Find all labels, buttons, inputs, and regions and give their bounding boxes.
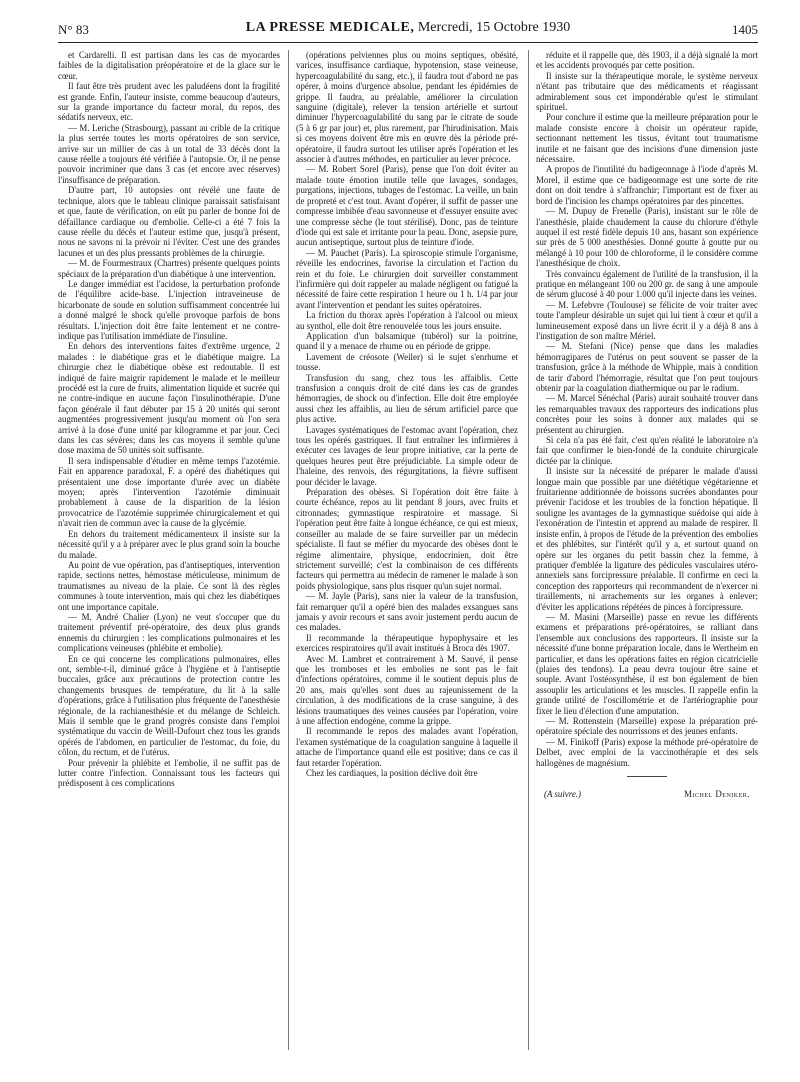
paragraph: A propos de l'inutilité du badigeonnage à l'iode d'après M. Morel, il estime que ce badigeonnage est une sorte de rite dont on doit tendre à s'affranchir; l'important est de fixer au bord de l'incision les champs opératoires par des pincettes.: [536, 164, 758, 206]
paragraph: En dehors du traitement médicamenteux il insiste sur la nécessité qu'il y a à préparer avec le plus grand soin la bouche du malade.: [58, 528, 280, 560]
paragraph: — M. Finikoff (Paris) expose la méthode pré-opératoire de Delbet, avec emploi de la vaccinothérapie et des sels hallogènes de magnésium.: [536, 736, 758, 768]
paragraph: — M. Marcel Sénéchal (Paris) aurait souhaité trouver dans les remarquables travaux des rapporteurs des indications plus concrètes pour les soins à donner aux malades qui se présentent au chirurgien.: [536, 393, 758, 435]
article-footer: [536, 789, 758, 799]
paragraph: Avec M. Lambret et contrairement à M. Sauvé, il pense que les tromboses et les embolies ne sont pas le fait d'infections opératoires, comme il le soutient depuis plus de 20 ans, mais qu'elles sont dues au rajeunissement de la circulation, à des modifications de la crase sanguine, à des lésions traumatiques des veines causées par l'opération, voire à une affection endogène, comme la grippe.: [296, 653, 518, 726]
journal-masthead: [58, 20, 758, 36]
issue-number: N° 83: [58, 22, 89, 37]
paragraph: En ce qui concerne les complications pulmonaires, elles ont, semble-t-il, diminué grâce à l'hygiène et à l'antiseptie buccales, grâce aux précautions de protection contre les changements brusques de température, du lit à la salle d'opérations, grâce à l'utilisation plus fréquente de l'anesthésie régionale, de la rachianesthésie et du mélange de Schleich. Mais il semble que le grand progrès consiste dans l'emploi systématique du vaccin de Weill-Dufourt chez tous les grands opérés de l'abdomen, en particulier de l'estomac, du foie, du côlon, du rectum, et de l'utérus.: [58, 653, 280, 758]
paragraph: Il sera indispensable d'étudier en même temps l'azotémie. Fait en apparence paradoxal, F. a opéré des diabétiques qui présentaient une dose importante d'urée avec un diabète moyen; après l'intervention l'azotémie diminuait probablement à cause de la disparition de la lésion provocatrice de l'azotémie supprimée chirurgicalement et qui n'avait rien de commun avec la cause de la glycémie.: [58, 455, 280, 529]
paragraph: Pour conclure il estime que la meilleure préparation pour le malade consiste encore à choisir un opérateur rapide, sectionnant nettement les tissus, évitant tout traumatisme inutile et ne faisant que des incisions d'une dimension juste nécessaire.: [536, 112, 758, 165]
paragraph: En dehors des interventions faites d'extrême urgence, 2 malades : le diabétique gras et le diabétique maigre. La chirurgie chez le diabétique obèse est redoutable. Il est indiqué de faire maigrir rapidement le malade et le meilleur procédé est la cure de fruits, alimentation liquide et sucrée qui ne contre-indique en aucune façon l'insulinothérapie. D'une façon générale il faut débuter par 15 à 20 unités qui seront augmentées progressivement jusqu'au moment où l'on sera arrivé à la dose d'une unité par kilogramme et par jour. Ceci dans les cas sévères; dans les cas moyens il semble qu'une dose maxima de 50 unités soit suffisante.: [58, 341, 280, 456]
paragraph: Chez les cardiaques, la position déclive doit être: [306, 768, 478, 779]
paragraph: réduite et il rappelle que, dès 1903, il a déjà signalé la mort et les accidents provoqués par cette position.: [536, 50, 758, 71]
paragraph: — M. Rottenstein (Marseille) expose la préparation pré-opératoire spéciale des nourrissons et des jeunes enfants.: [536, 716, 758, 737]
paragraph: Il faut être très prudent avec les paludéens dont la fragilité est grande. Enfin, l'auteur insiste, comme beaucoup d'auteurs, sur la grande importance du facteur moral, du repos, des sédatifs nerveux, etc.: [58, 81, 280, 123]
paragraph: Transfusion du sang, chez tous les affaiblis. Cette transfusion a conquis droit de cité dans les cas de grandes hémorragies, de shock ou d'infection. Elle doit être employée aussi chez les affaiblis, au lieu de sérum artificiel parce que plus active.: [296, 372, 518, 425]
paragraph: Préparation des obèses. Si l'opération doit être faite à courte échéance, repos au lit pendant 8 jours, avec fruits et citronnades; gymnastique respiratoire et massage. Si l'opération peut être faite à longue échéance, ce qui est mieux, conseiller au malade de se faire surveiller par un médecin spécialiste. Il faut se méfier du myocarde des obèses dont le régime alimentaire, physique, endocrinien, doit être strictement surveillé; c'est la combinaison de ces différents facteurs qui permettra au médecin de ramener le malade à son poids physiologique, sans plus risquer qu'un sujet normal.: [296, 487, 518, 591]
paragraph: — M. André Chalier (Lyon) ne veut s'occuper que du traitement préventif pré-opératoire, des deux plus grands ennemis du chirurgien : les complications pulmonaires et les complications veineuses (phlébite et embolie).: [58, 611, 280, 654]
journal-title: LA PRESSE MEDICALE,: [245, 20, 415, 35]
paragraph: Lavages systématiques de l'estomac avant l'opération, chez tous les opérés gastriques. Il faut entraîner les infirmières à exécuter ces lavages de leur propre initiative, car la perte de quelques heures peut être préjudiciable. La simple odeur de l'haleine, des renvois, des régurgitations, la fièvre suffisent pour décider le lavage.: [296, 424, 518, 487]
page-header: [58, 20, 758, 43]
paragraph: Il insiste sur la thérapeutique morale, le système nerveux n'étant pas tributaire que des médicaments et réagissant admirablement sous cet impondérable qu'est le stimulant spirituel.: [536, 70, 758, 113]
text-column-3: [536, 50, 758, 799]
paragraph: Application d'un balsamique (tubérol) sur la poitrine, quand il y a menace de rhume ou en période de grippe.: [296, 330, 518, 352]
paragraph: et Cardarelli. Il est partisan dans les cas de myocardes faibles de la digitalisation préopératoire et de la glace sur le cœur.: [58, 50, 280, 81]
paragraph: — M. Leriche (Strasbourg), passant au crible de la critique la plus serrée toutes les morts opératoires de son service, arrive sur un millier de cas à un total de 33 décès dont la cause réelle a toujours été vérifiée à l'autopsie. Or, il ne pense pouvoir incriminer que dans 3 cas (et encore avec réserves) l'insuffisance de préparation.: [58, 122, 280, 185]
page-number: 1405: [732, 22, 758, 37]
publication-date: Mercredi, 15 Octobre 1930: [417, 20, 571, 35]
paragraph: — M. Robert Sorel (Paris), pense que l'on doit éviter au malade toute émotion inutile telle que lavages, sondages, purgations, injections, tubages de l'estomac. La veille, un bain de propreté et c'est tout. Avant d'opérer, il suffit de passer une compresse imbibée d'eau savonneuse et d'essuyer ensuite avec une compresse sèche (le tout stérilisé). Donc, pas de teinture d'iode qui est sale et irritante pour la peau. Donc, asepsie pure, aucun antiseptique, surtout plus de teinture d'iode.: [296, 164, 518, 248]
text-column-1: [58, 50, 280, 789]
paragraph: Il insiste sur la nécessité de préparer le malade d'aussi longue main que possible par une diététique végétarienne et fruitarienne additionnée de boissons sucrées abondantes pour prévenir l'acidose et les troubles de la fonction hépatique. Il souligne les avantages de la gymnastique suédoise qui aide à l'exonération de l'intestin et apprend au malade de respirer. Il insiste enfin, à propos de l'étude de la prévention des embolies et des phlébites, sur l'intérêt qu'il y a, et surtout quand on opère sur les organes du petit bassin chez la femme, à pratiquer d'emblée la ligature des pédicules vasculaires utéro-annexiels sans forcipressure préalable. Il confirme en ceci la conception des rapporteurs qui recommandent de n'exercer ni tiraillements, ni arrachements sur les organes à enlever; d'éviter les applications répétées de pinces à forcipressure.: [536, 466, 758, 612]
end-rule: [627, 776, 667, 777]
paragraph: D'autre part, 10 autopsies ont révélé une faute de technique, alors que le tableau clinique paraissait satisfaisant et que, faute de vérification, on eût pu parler de bonne foi de défaillance cardiaque ou d'embolie. Celle-ci a été 7 fois la cause réelle du décès et l'auteur estime que, jusqu'à présent, nous ne savons ni la prévoir ni l'éviter. C'est une des grandes lacunes et un des plus pressants problèmes de la chirurgie.: [58, 185, 280, 258]
paragraph: — M. Jayle (Paris), sans nier la valeur de la transfusion, fait remarquer qu'il a opéré bien des malades exsangues sans jamais y avoir recours et sans avoir justement perdu aucun de ces malades.: [296, 591, 518, 633]
paragraph: — M. Pauchet (Paris). La spiroscopie stimule l'organisme, réveille les endocrines, favorise la circulation et l'action du rein et du foie. Le chirurgien doit surveiller constamment l'infirmière qui doit rappeler au malade négligent ou fatigué la nécessité de faire cette respiration 1 heure ou 1 h. 1/4 par jour avant l'intervention et pendant les suites opératoires.: [296, 247, 518, 310]
paragraph: Si cela n'a pas été fait, c'est qu'en réalité le laboratoire n'a fait que confirmer le bien-fondé de la conduite chirurgicale dictée par la clinique.: [536, 435, 758, 466]
paragraph: Il recommande la thérapeutique hypophysaire et les exercices respiratoires qu'il avait institués à Broca dès 1907.: [296, 632, 518, 654]
paragraph: — M. Lefebvre (Toulouse) se félicite de voir traiter avec toute l'ampleur désirable un sujet qui lui tient à cœur et qu'il a lumineusement exposé dans un livre écrit il y a déjà 8 ans à l'instigation de son maître Mériel.: [536, 299, 758, 341]
paragraph: Pour prévenir la phlébite et l'embolie, il ne suffit pas de lutter contre l'infection. Connaissant tous les facteurs qui prédisposent à ces complications: [58, 757, 280, 789]
column-rule: [288, 50, 289, 1050]
author-signature: Michel Deniker.: [684, 789, 750, 800]
paragraph: Il recommande le repos des malades avant l'opération, l'examen systématique de la coagulation sanguine à laquelle il attache de l'importance quand elle est positive; dans ce cas il faut retarder l'opération.: [296, 726, 518, 768]
column-rule: [528, 50, 529, 1050]
to-be-continued: (A suivre.): [544, 789, 581, 800]
paragraph: — M. Dupuy de Frenelle (Paris), insistant sur le rôle de l'anesthésie, plaide chaudement la cause du chlorure d'éthyle auquel il est resté fidèle depuis 10 ans, basant son expérience sur près de 5 000 anesthésies. Donné goutte à goutte pur ou mélangé à 10 pour 100 de chloroforme, il le considère comme l'anesthésique de choix.: [536, 206, 758, 269]
paragraph: — M. de Fourmestraux (Chartres) présente quelques points spéciaux de la préparation d'un diabétique à une intervention.: [58, 258, 280, 279]
paragraph: Au point de vue opération, pas d'antiseptiques, intervention rapide, sections nettes, hémostase méticuleuse, minimum de traumatismes au niveau de la plaie. Ce sont là des règles communes à toute intervention, mais qui chez les diabétiques ont une importance capitale.: [58, 559, 280, 612]
paragraph: — M. Masini (Marseille) passe en revue les différents examens et préparations pré-opératoires, se ralliant dans l'ensemble aux conclusions des rapporteurs. Il insiste sur la nécessité d'une bonne préparation locale, dans le Wertheim en particulier, et dans les opérations faites en région cicatricielle (plaies des tendons). La peau devra toujour être saine et souple. Avant l'ostéosynthèse, il est bon également de bien assouplir les articulations et les muscles. Il rappelle enfin la grande utilité de l'oscillométrie et de l'artériographie pour fixer le lieu d'élection d'une amputation.: [536, 611, 758, 716]
text-column-2: [296, 50, 518, 778]
paragraph: — M. Stefani (Nice) pense que dans les maladies hémorragipares de l'utérus on peut souvent se passer de la transfusion, grâce à la méthode de Whipple, mais à condition de tarir d'abord l'hémorragie, résultat que l'on peut toujours obtenir par la coagulation diathermique ou par le radium.: [536, 341, 758, 393]
paragraph: (opérations pelviennes plus ou moins septiques, obésité, varices, insuffisance cardiaque, hypotension, stase veineuse, hypercoagulabilité du sang, etc.), il faudra tout d'abord ne pas opérer, à moins d'urgence absolue, pendant les épidémies de grippe. Il faudra, au préalable, améliorer la circulation sanguine (digitale), relever la tension artérielle et surtout diminuer l'hypercoagulabilité du sang par le citrate de soude (5 à 6 gr par jour) et, plus rarement, par l'hirudinisation. Mais si ces moyens doivent être mis en œuvre dès la période pré-opératoire, il faudra surtout les utiliser après l'opération et les associer à d'autres méthodes, en particulier au lever précoce.: [296, 50, 518, 165]
paragraph: Lavement de créosote (Weiler) si le sujet s'enrhume et tousse.: [296, 351, 518, 373]
paragraph: La friction du thorax après l'opération à l'alcool ou mieux au synthol, elle doit être renouvelée tous les jours ensuite.: [296, 310, 518, 331]
paragraph: Très convaincu également de l'utilité de la transfusion, il la pratique en mélangeant 100 ou 200 gr. de sang à une ampoule de sérum glucosé à 40 pour 1.000 qu'il injecte dans les veines.: [536, 268, 758, 300]
paragraph: Le danger immédiat est l'acidose, la perturbation profonde de l'équilibre acide-base. L'injection intraveineuse de bicarbonate de soude en solution suffisamment concentrée lui a donné malgré le shock qu'elle provoque parfois de bons résultats. L'injection doit être faite lentement et ne contre-indique pas l'utilisation immédiate de l'insuline.: [58, 278, 280, 341]
